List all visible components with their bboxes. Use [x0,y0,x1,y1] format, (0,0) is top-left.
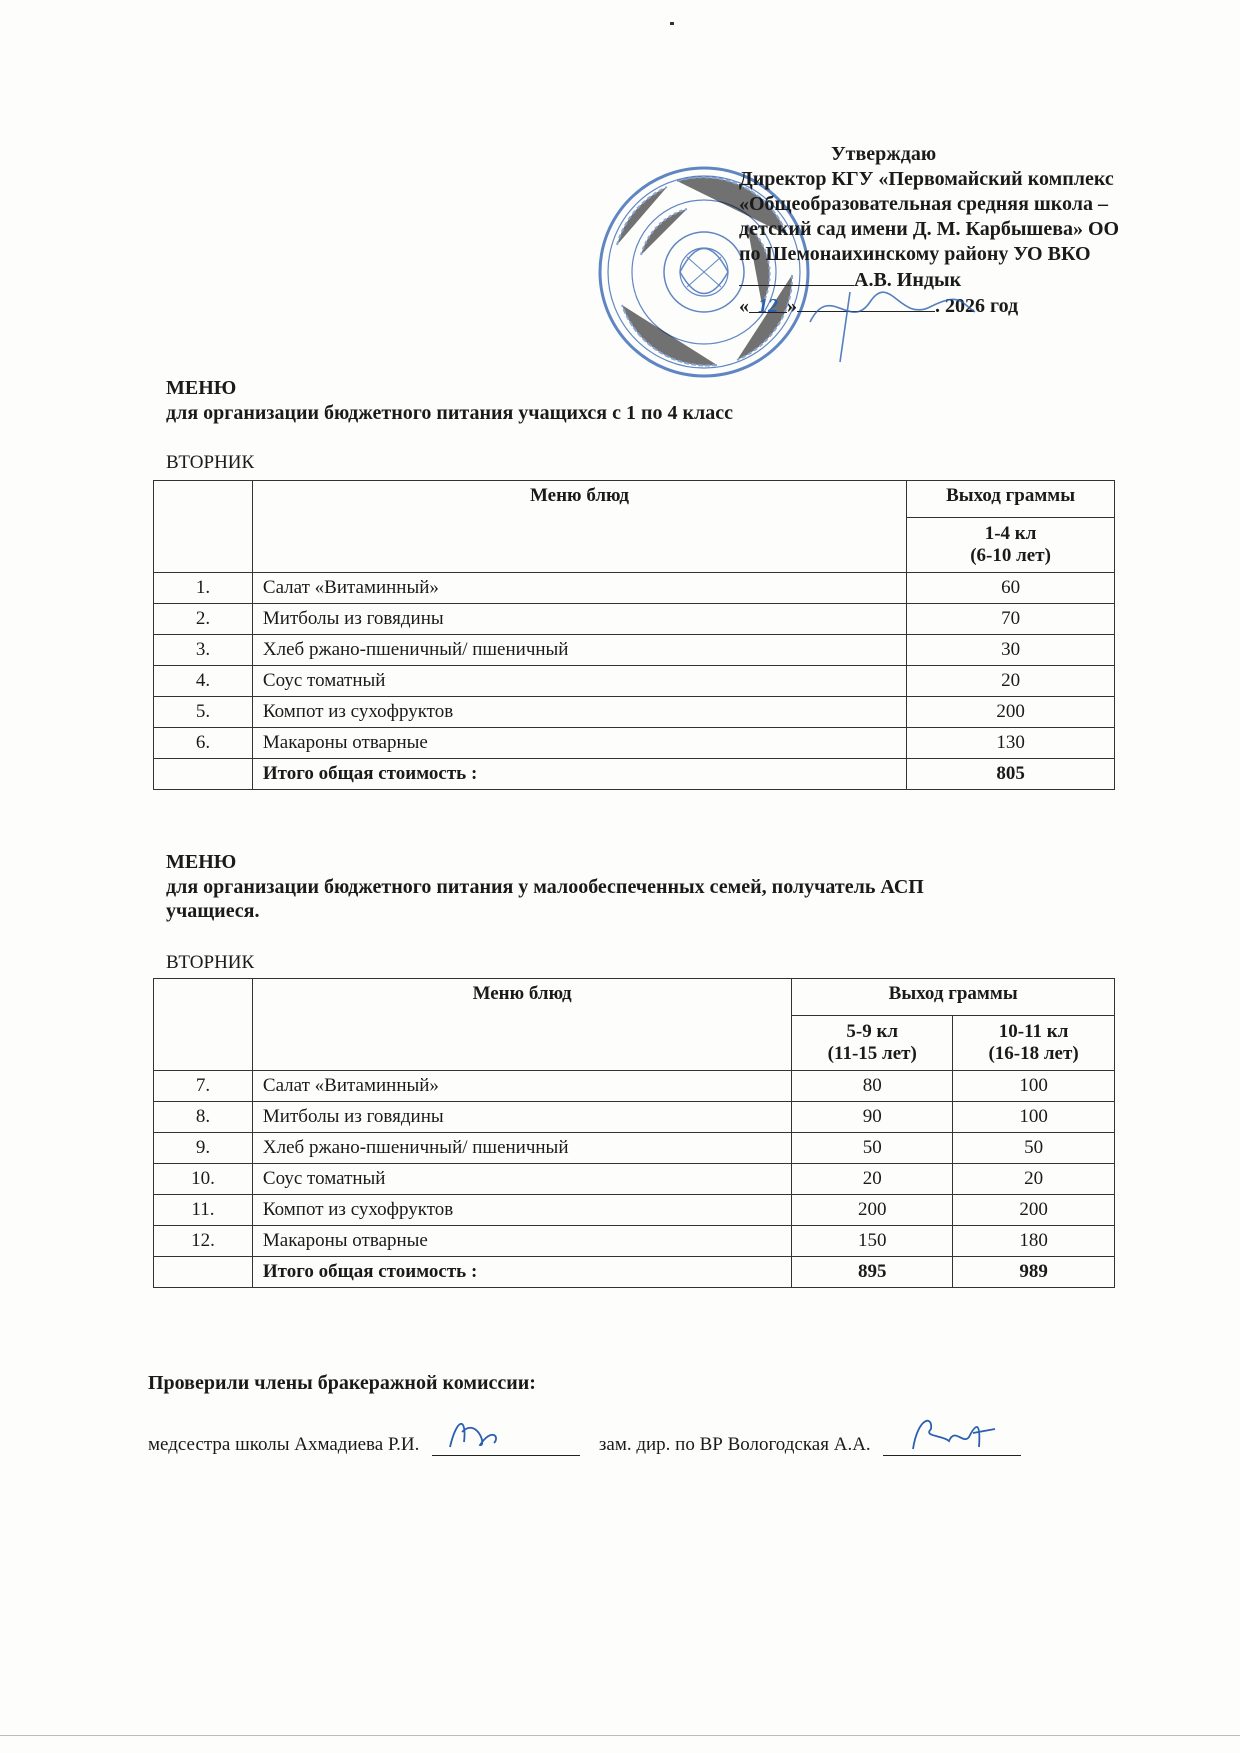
table-row: 12. Макароны отварные 150 180 [154,1226,1115,1257]
table-row: 4. Соус томатный 20 [154,666,1115,697]
group-header-5-9: 5-9 кл (11-15 лет) [792,1016,953,1071]
deputy-name: зам. дир. по ВР Вологодская А.А. [598,1434,871,1455]
approval-title: Утверждаю [831,143,937,165]
dishes-header: Меню блюд [252,481,906,573]
approval-line-4: по Шемонаихинскому району УО ВКО [739,243,1091,265]
table-row: 9. Хлеб ржано-пшеничный/ пшеничный 50 50 [154,1133,1115,1164]
nurse-signature-line [432,1425,580,1456]
approval-line-1: Директор КГУ «Первомайский комплекс [739,168,1114,190]
approver-name: А.В. Индык [854,269,962,291]
commission-title: Проверили члены бракеражной комиссии: [148,1372,536,1394]
nurse-signature [432,1407,512,1457]
deputy-signature [883,1407,1013,1457]
table-row: 1. Салат «Витаминный» 60 [154,573,1115,604]
total-row: Итого общая стоимость : 805 [154,759,1115,790]
deputy-signature-line [883,1425,1021,1456]
scan-edge [0,1735,1240,1736]
date-day: 12 [749,294,787,313]
approval-line-3: детский сад имени Д. М. Карбышева» ОО [739,218,1120,240]
table-row: 3. Хлеб ржано-пшеничный/ пшеничный 30 [154,635,1115,666]
menu2-subtitle-1: для организации бюджетного питания у малообеспеченных семей, получатель АСП [166,876,924,898]
group-header-10-11: 10-11 кл (16-18 лет) [953,1016,1115,1071]
menu2-table [153,978,1115,1288]
table-row: 11. Компот из сухофруктов 200 200 [154,1195,1115,1226]
table-row: 7. Салат «Витаминный» 80 100 [154,1071,1115,1102]
approval-date-line: « 12 » . 2026 год [739,295,1019,317]
menu1-title: МЕНЮ [166,377,237,399]
approval-year: . 2026 год [935,295,1019,317]
table-row: 6. Макароны отварные 130 [154,728,1115,759]
menu1-subtitle: для организации бюджетного питания учащихся с 1 по 4 класс [166,402,734,424]
nurse-name: медсестра школы Ахмадиева Р.И. [148,1434,420,1455]
director-signature [790,262,990,372]
scan-speck [670,22,674,25]
num-header [154,979,253,1071]
total-row: Итого общая стоимость : 895 989 [154,1257,1115,1288]
table-row: 8. Митболы из говядины 90 100 [154,1102,1115,1133]
menu2-day: ВТОРНИК [166,952,255,973]
table-row: 2. Митболы из говядины 70 [154,604,1115,635]
num-header [154,481,253,573]
menu1-day: ВТОРНИК [166,452,255,473]
output-header: Выход граммы [907,481,1115,518]
menu1-table [153,480,1115,790]
menu2-subtitle-2: учащиеся. [166,900,260,922]
output-header: Выход граммы [792,979,1115,1016]
table-row: 10. Соус томатный 20 20 [154,1164,1115,1195]
commission-signers [148,1425,1021,1456]
approval-line-2: «Общеобразовательная средняя школа – [739,193,1108,215]
group-header: 1-4 кл (6-10 лет) [907,518,1115,573]
menu2-title: МЕНЮ [166,851,237,873]
dishes-header: Меню блюд [252,979,791,1071]
table-row: 5. Компот из сухофруктов 200 [154,697,1115,728]
